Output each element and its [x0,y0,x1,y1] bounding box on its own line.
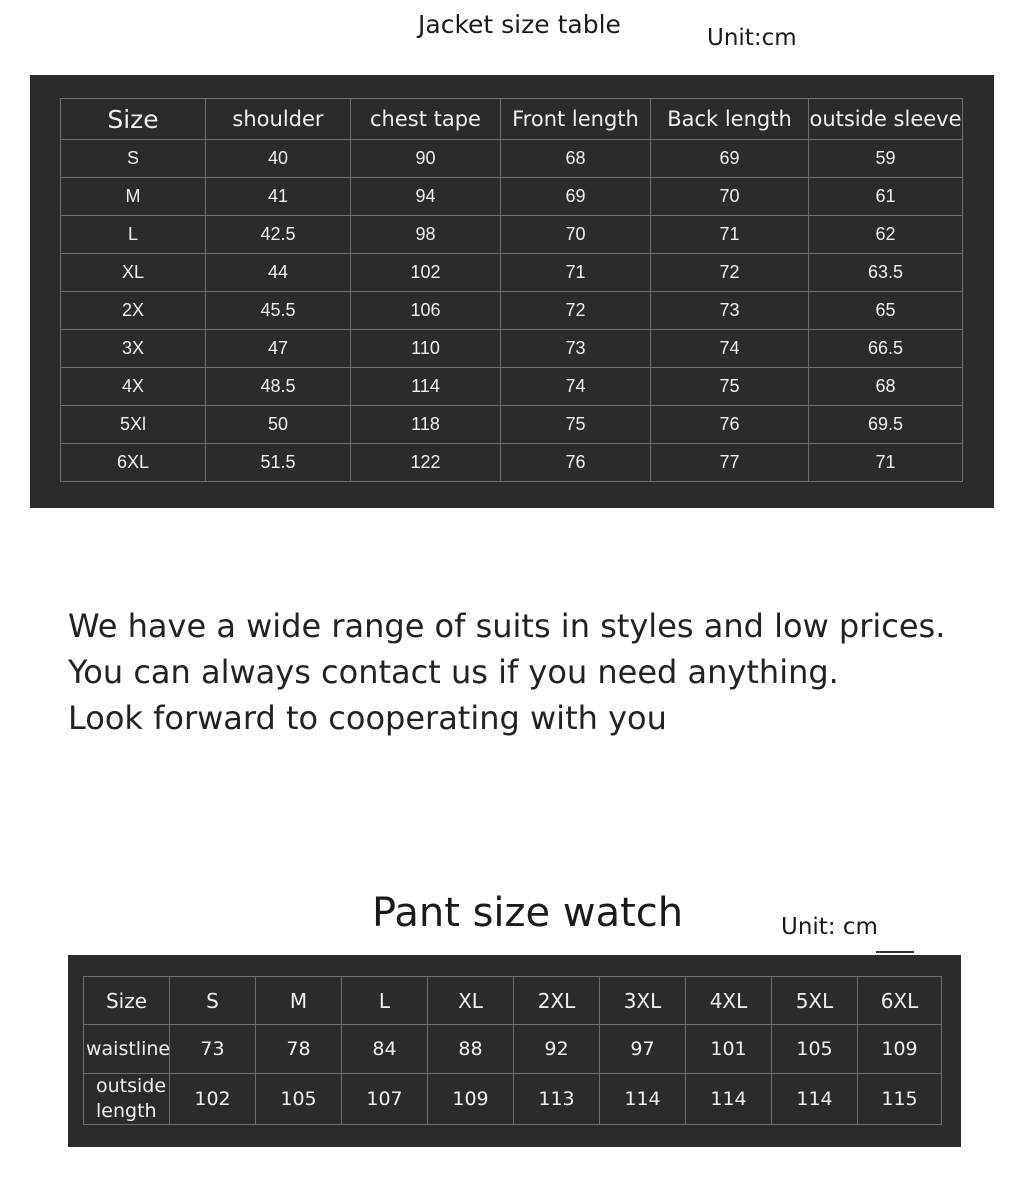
cell-chest-tape: 106 [351,292,501,330]
cell-shoulder: 41 [206,178,351,216]
cell-shoulder: 45.5 [206,292,351,330]
cell-chest-tape: 110 [351,330,501,368]
cell-chest-tape: 102 [351,254,501,292]
cell-shoulder: 40 [206,140,351,178]
pant-outside-length-row [84,1074,942,1125]
cell-outside-sleeve: 61 [809,178,963,216]
cell-front-length: 69 [501,178,651,216]
cell-outside-length: 105 [256,1074,342,1125]
cell-front-length: 76 [501,444,651,482]
cell-back-length: 69 [651,140,809,178]
cell-chest-tape: 118 [351,406,501,444]
table-row [61,368,963,406]
jacket-size-panel [30,75,994,508]
cell-outside-length: 107 [342,1074,428,1125]
cell-shoulder: 44 [206,254,351,292]
cell-waistline: 101 [686,1025,772,1074]
pant-header-size-option: 2XL [514,977,600,1025]
cell-shoulder: 47 [206,330,351,368]
table-row [61,330,963,368]
cell-size: 5Xl [61,406,206,444]
cell-chest-tape: 90 [351,140,501,178]
outside-length-label-line-2: length [96,1100,157,1122]
cell-size: 2X [61,292,206,330]
cell-back-length: 76 [651,406,809,444]
cell-chest-tape: 114 [351,368,501,406]
waistline-label: waistline [84,1025,170,1074]
cell-outside-length: 114 [686,1074,772,1125]
cell-waistline: 92 [514,1025,600,1074]
decorative-underline [876,951,914,953]
cell-size: XL [61,254,206,292]
cell-outside-length: 113 [514,1074,600,1125]
cell-waistline: 97 [600,1025,686,1074]
cell-waistline: 78 [256,1025,342,1074]
cell-front-length: 72 [501,292,651,330]
cell-size: S [61,140,206,178]
header-back-length: Back length [651,99,809,140]
cell-outside-sleeve: 66.5 [809,330,963,368]
pant-header-size-option: M [256,977,342,1025]
jacket-size-table [60,98,963,482]
jacket-table-title: Jacket size table [418,10,621,39]
cell-waistline: 109 [858,1025,942,1074]
pant-size-panel [68,955,961,1147]
cell-front-length: 71 [501,254,651,292]
table-row [61,140,963,178]
table-row [61,178,963,216]
cell-back-length: 71 [651,216,809,254]
pant-header-size-option: 4XL [686,977,772,1025]
jacket-header-row [61,99,963,140]
cell-front-length: 74 [501,368,651,406]
promo-line-2: You can always contact us if you need anything. [68,653,839,691]
pant-size-table [83,976,942,1125]
pant-waistline-row [84,1025,942,1074]
pant-header-size-option: S [170,977,256,1025]
cell-back-length: 70 [651,178,809,216]
outside-length-label [84,1074,170,1125]
cell-size: 6XL [61,444,206,482]
cell-outside-length: 115 [858,1074,942,1125]
pant-header-size-option: XL [428,977,514,1025]
cell-chest-tape: 122 [351,444,501,482]
cell-outside-length: 102 [170,1074,256,1125]
cell-front-length: 75 [501,406,651,444]
cell-outside-length: 114 [600,1074,686,1125]
cell-front-length: 70 [501,216,651,254]
header-front-length: Front length [501,99,651,140]
cell-waistline: 84 [342,1025,428,1074]
header-outside-sleeve: outside sleeve [809,99,963,140]
table-row [61,292,963,330]
cell-front-length: 73 [501,330,651,368]
cell-back-length: 73 [651,292,809,330]
pant-header-size-option: L [342,977,428,1025]
cell-chest-tape: 98 [351,216,501,254]
pant-header-size: Size [84,977,170,1025]
cell-shoulder: 50 [206,406,351,444]
cell-outside-length: 114 [772,1074,858,1125]
cell-waistline: 105 [772,1025,858,1074]
pant-header-row [84,977,942,1025]
cell-outside-sleeve: 63.5 [809,254,963,292]
cell-shoulder: 48.5 [206,368,351,406]
cell-shoulder: 51.5 [206,444,351,482]
cell-outside-length: 109 [428,1074,514,1125]
table-row [61,444,963,482]
cell-back-length: 77 [651,444,809,482]
cell-outside-sleeve: 62 [809,216,963,254]
pant-header-size-option: 5XL [772,977,858,1025]
cell-size: L [61,216,206,254]
header-size: Size [61,99,206,140]
cell-outside-sleeve: 68 [809,368,963,406]
pant-unit-label: Unit: cm [781,914,878,940]
jacket-unit-label: Unit:cm [707,25,797,51]
cell-outside-sleeve: 65 [809,292,963,330]
cell-size: M [61,178,206,216]
header-shoulder: shoulder [206,99,351,140]
cell-outside-sleeve: 59 [809,140,963,178]
header-chest-tape: chest tape [351,99,501,140]
table-row [61,406,963,444]
promo-line-1: We have a wide range of suits in styles and low prices. [68,607,946,645]
cell-back-length: 74 [651,330,809,368]
promo-message [68,603,945,741]
outside-length-label-line-1: outside [96,1075,167,1097]
pant-header-size-option: 3XL [600,977,686,1025]
cell-waistline: 73 [170,1025,256,1074]
table-row [61,216,963,254]
cell-outside-sleeve: 71 [809,444,963,482]
cell-front-length: 68 [501,140,651,178]
cell-chest-tape: 94 [351,178,501,216]
pant-table-title: Pant size watch [372,890,684,936]
cell-outside-sleeve: 69.5 [809,406,963,444]
cell-waistline: 88 [428,1025,514,1074]
cell-size: 3X [61,330,206,368]
cell-back-length: 72 [651,254,809,292]
pant-header-size-option: 6XL [858,977,942,1025]
cell-shoulder: 42.5 [206,216,351,254]
table-row [61,254,963,292]
promo-line-3: Look forward to cooperating with you [68,699,667,737]
cell-size: 4X [61,368,206,406]
cell-back-length: 75 [651,368,809,406]
